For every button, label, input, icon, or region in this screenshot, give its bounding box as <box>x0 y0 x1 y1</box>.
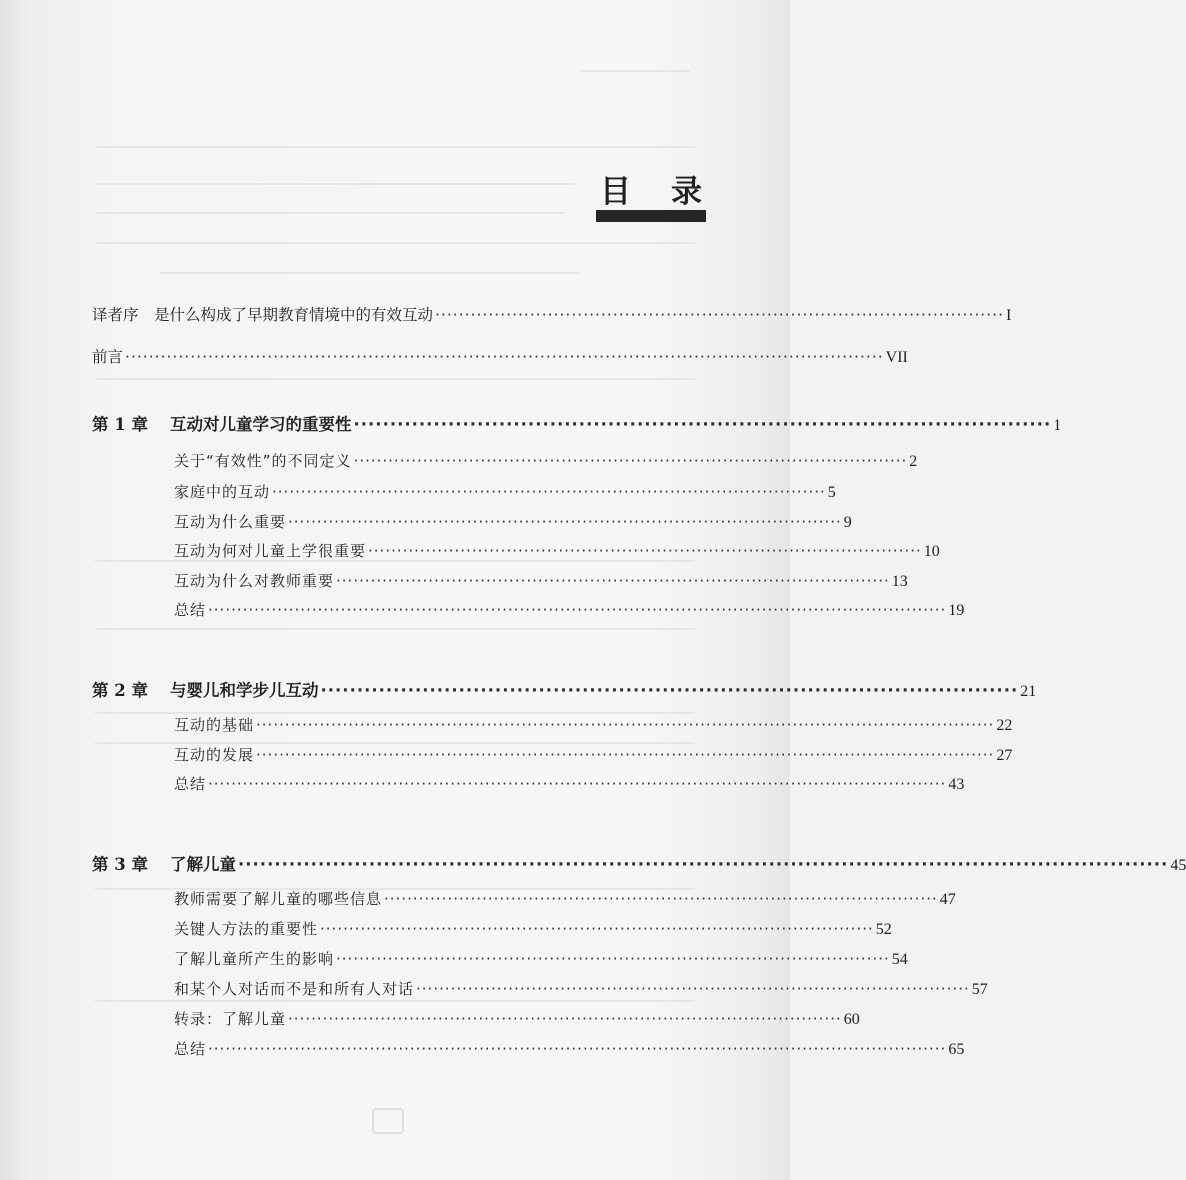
toc-entry-front-2[interactable] <box>92 345 908 367</box>
dot-leader: ································································································································ <box>256 716 995 734</box>
section-title: 互动为什么对教师重要 <box>174 572 335 590</box>
toc-heading <box>596 172 706 228</box>
toc-entry-page: 13 <box>891 573 908 590</box>
heading-char-1: 目 <box>600 174 631 210</box>
dot-leader: ································································································································ <box>125 348 884 366</box>
toc-chapter-2[interactable] <box>92 677 1037 701</box>
section-title: 总结 <box>174 601 207 619</box>
toc-entry-page: 52 <box>875 921 892 938</box>
toc-section[interactable] <box>174 888 956 909</box>
toc-section[interactable] <box>174 1008 860 1029</box>
section-title: 关键人方法的重要性 <box>174 920 319 938</box>
chapter-number: 第 2 章 <box>92 681 148 700</box>
toc-entry-page: 19 <box>948 602 965 619</box>
show-through-line <box>580 70 690 72</box>
dot-leader: ································································································ <box>336 572 890 590</box>
chapter-title: 与婴儿和学步儿互动 <box>170 681 319 700</box>
section-title: 家庭中的互动 <box>174 483 271 501</box>
toc-entry-page: 21 <box>1020 683 1037 700</box>
toc-entry-page: 47 <box>939 891 956 908</box>
toc-entry-page: 54 <box>891 951 908 968</box>
toc-entry-page: 45 <box>1170 857 1186 874</box>
dot-leader: ································································································ <box>272 483 826 501</box>
dot-leader: ································································································ <box>288 513 842 531</box>
toc-entry-page: 2 <box>909 453 918 470</box>
section-title: 互动的发展 <box>174 746 255 764</box>
toc-section[interactable] <box>174 511 852 532</box>
toc-section[interactable] <box>174 744 1013 765</box>
chapter-title: 了解儿童 <box>170 855 236 874</box>
toc-section[interactable] <box>174 450 918 471</box>
dot-leader: ································································································································ <box>208 775 947 793</box>
toc-section[interactable] <box>174 773 965 794</box>
dot-leader: ································································································ <box>353 415 1052 434</box>
show-through-line <box>95 242 695 244</box>
toc-entry-page: 43 <box>948 776 965 793</box>
dot-leader: ································································································ <box>353 452 908 470</box>
toc-entry-label: 译者序 是什么构成了早期教育情境中的有效互动 <box>92 306 434 324</box>
dot-leader: ································································································ <box>288 1010 842 1028</box>
section-title: 了解儿童所产生的影响 <box>174 950 335 968</box>
show-through-line <box>95 1000 695 1002</box>
toc-entry-page: 65 <box>948 1041 965 1058</box>
dot-leader: ································································································ <box>384 890 938 908</box>
section-title: 关于“有效性”的不同定义 <box>174 452 352 470</box>
toc-section[interactable] <box>174 948 908 969</box>
section-title: 教师需要了解儿童的哪些信息 <box>174 890 383 908</box>
show-through-line <box>95 628 695 630</box>
toc-entry-page: 27 <box>996 747 1013 764</box>
toc-entry-front-1[interactable] <box>92 303 1012 325</box>
toc-entry-label: 前言 <box>92 348 124 366</box>
toc-entry-page: 1 <box>1053 417 1062 434</box>
toc-entry-page: 22 <box>996 717 1013 734</box>
dot-leader: ································································································ <box>336 950 890 968</box>
section-title: 总结 <box>174 775 207 793</box>
chapter-title: 互动对儿童学习的重要性 <box>170 415 352 434</box>
toc-section[interactable] <box>174 1038 965 1059</box>
section-title: 转录：了解儿童 <box>174 1010 287 1028</box>
dot-leader: ································································································································ <box>238 855 1169 874</box>
toc-entry-page: 10 <box>923 543 940 560</box>
toc-section[interactable] <box>174 918 892 939</box>
section-title: 互动为什么重要 <box>174 513 287 531</box>
toc-section[interactable] <box>174 599 965 620</box>
dot-leader: ································································································································ <box>256 746 995 764</box>
toc-section[interactable] <box>174 481 836 502</box>
chapter-number: 第 3 章 <box>92 855 148 874</box>
dot-leader: ································································································································ <box>208 601 947 619</box>
chapter-number: 第 1 章 <box>92 415 148 434</box>
section-title: 互动为何对儿童上学很重要 <box>174 542 367 560</box>
section-title: 和某个人对话而不是和所有人对话 <box>174 980 415 998</box>
toc-entry-page: 9 <box>843 514 852 531</box>
toc-entry-page: 57 <box>971 981 988 998</box>
show-through-line <box>95 183 575 185</box>
show-through-line <box>160 272 580 274</box>
toc-chapter-1[interactable] <box>92 411 1062 435</box>
toc-entry-page: 5 <box>827 484 836 501</box>
toc-section[interactable] <box>174 570 908 591</box>
show-through-line <box>95 378 695 380</box>
toc-entry-page: 60 <box>843 1011 860 1028</box>
section-title: 总结 <box>174 1040 207 1058</box>
heading-char-2: 录 <box>671 174 702 210</box>
toc-entry-page: VII <box>885 349 908 366</box>
toc-entry-page: I <box>1006 307 1012 324</box>
dot-leader: ································································································ <box>435 306 1005 324</box>
show-through-line <box>95 212 565 214</box>
toc-section[interactable] <box>174 978 988 999</box>
section-title: 互动的基础 <box>174 716 255 734</box>
toc-section[interactable] <box>174 540 940 561</box>
faint-page-mark <box>372 1108 404 1134</box>
dot-leader: ································································································ <box>320 920 874 938</box>
show-through-line <box>95 146 695 148</box>
dot-leader: ································································································ <box>320 681 1019 700</box>
dot-leader: ································································································································ <box>208 1040 947 1058</box>
toc-chapter-3[interactable] <box>92 851 1186 875</box>
dot-leader: ································································································ <box>416 980 970 998</box>
toc-section[interactable] <box>174 714 1013 735</box>
dot-leader: ································································································ <box>368 542 922 560</box>
